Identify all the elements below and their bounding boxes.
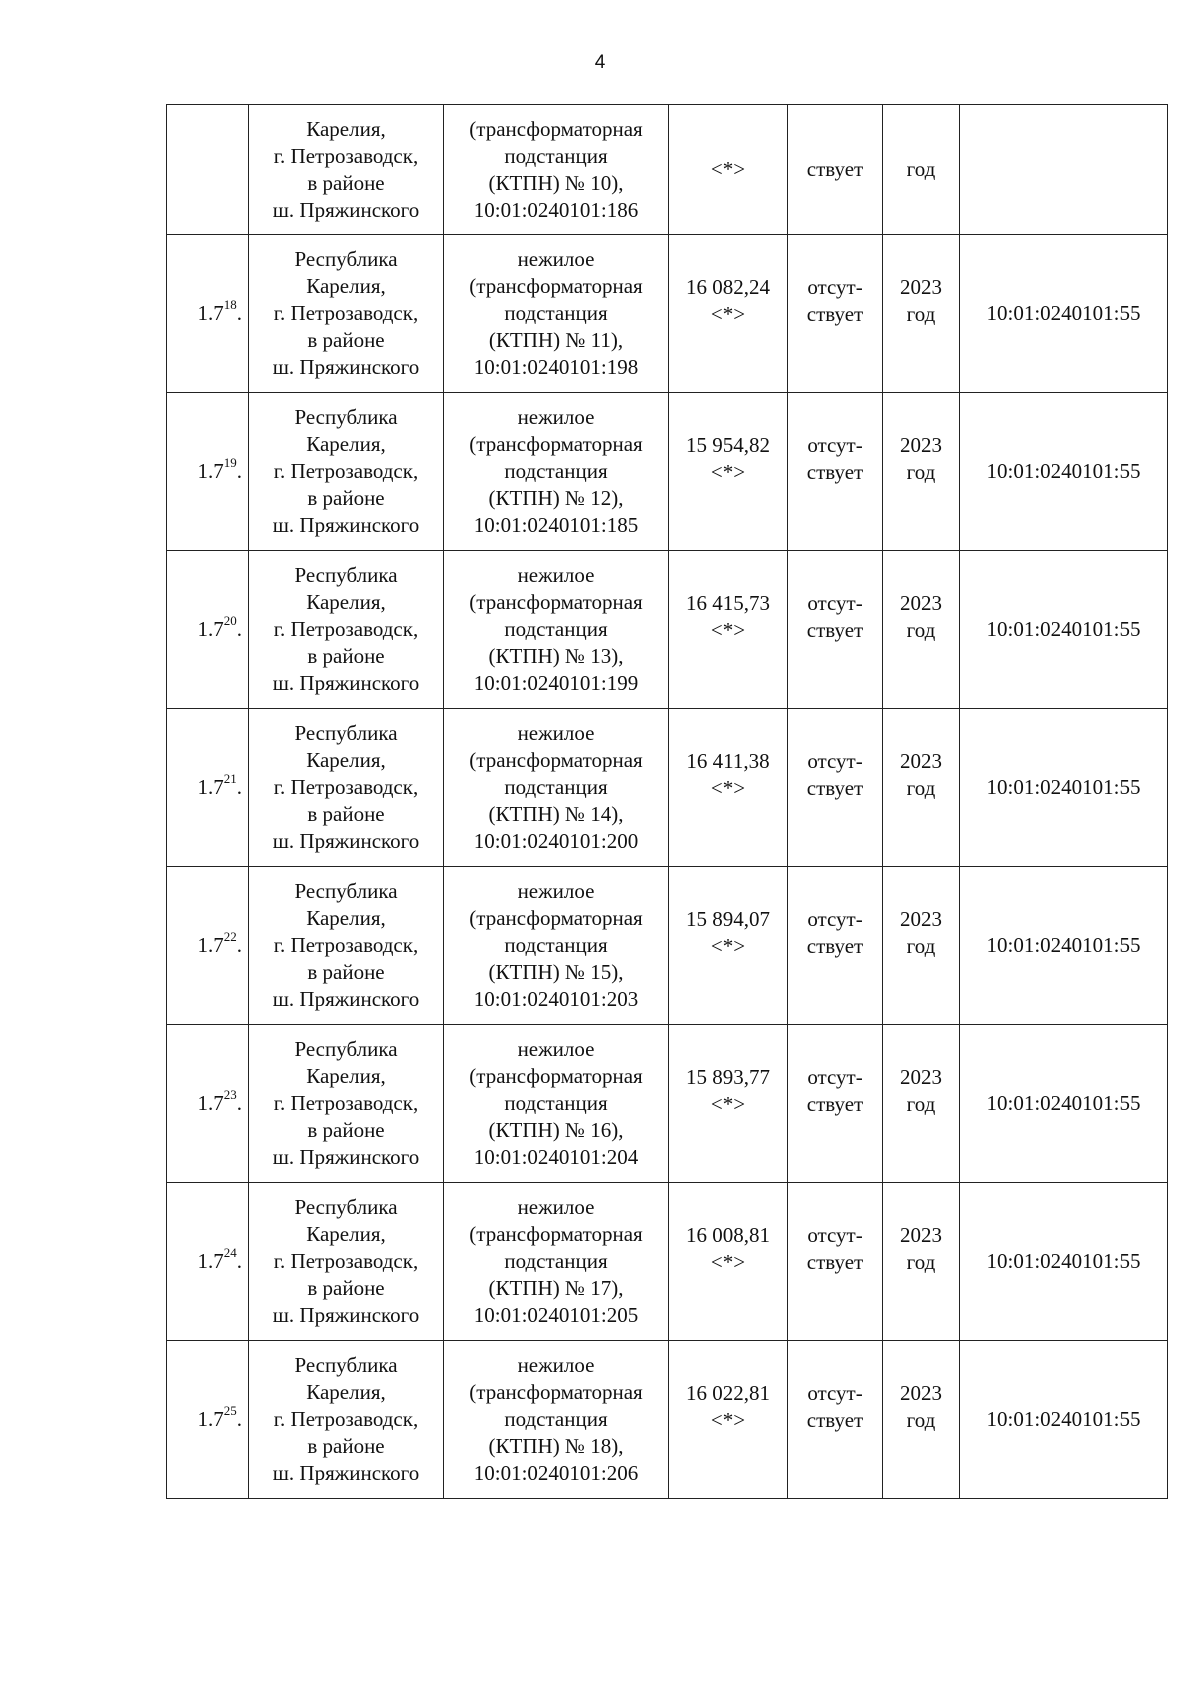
address-cell (249, 1183, 444, 1341)
address-line: Республика (294, 879, 398, 903)
address-line: Республика (294, 247, 398, 271)
description-line: нежилое (517, 1037, 595, 1061)
value-cell (669, 235, 788, 393)
encumbrance-text: ствует (806, 157, 864, 181)
description-line: подстанция (504, 459, 608, 483)
value-amount: 16 022,81 (686, 1380, 770, 1405)
row-number-suffix: . (236, 301, 242, 325)
encumbrance-cell (788, 235, 883, 393)
description-line: нежилое (517, 721, 595, 745)
description-line: (трансформаторная (469, 116, 643, 141)
value-amount: 15 954,82 (686, 432, 770, 457)
address-line: г. Петрозаводск, (273, 143, 419, 168)
value-cell (669, 1025, 788, 1183)
row-number-superscript: 20 (223, 613, 237, 628)
description-cell (444, 867, 669, 1025)
description-line: подстанция (504, 1407, 608, 1431)
row-number-cell (167, 105, 249, 235)
row-number-superscript: 18 (223, 297, 237, 312)
description-line: (КТПН) № 14), (488, 802, 624, 826)
description-line: подстанция (504, 775, 608, 799)
row-number-cell (167, 1341, 249, 1499)
encumbrance-line: отсут- (807, 748, 863, 773)
encumbrance-line: ствует (806, 301, 864, 326)
encumbrance-line: ствует (806, 1407, 864, 1432)
address-cell (249, 1341, 444, 1499)
row-number: 1.7 (197, 459, 224, 483)
table-row-continuation (167, 105, 1168, 235)
row-number: 1.7 (197, 933, 224, 957)
row-number-cell (167, 867, 249, 1025)
row-number-cell (167, 709, 249, 867)
encumbrance-block (791, 1064, 879, 1118)
address-cell (249, 105, 444, 235)
term-text: год (906, 157, 936, 181)
value-note: <*> (710, 775, 746, 800)
encumbrance-line: отсут- (807, 1064, 863, 1089)
address-line: в районе (307, 1434, 385, 1458)
table-row (167, 709, 1168, 867)
value-block (672, 1064, 784, 1118)
encumbrance-block (791, 748, 879, 802)
value-block (672, 906, 784, 960)
address-line: в районе (307, 1276, 385, 1300)
encumbrance-line: ствует (806, 617, 864, 642)
address-cell (249, 235, 444, 393)
encumbrance-block (791, 1222, 879, 1276)
encumbrance-cell (788, 105, 883, 235)
row-number: 1.7 (197, 1091, 224, 1115)
term-block (886, 274, 956, 328)
address-cell (249, 709, 444, 867)
description-line: (КТПН) № 12), (488, 486, 624, 510)
term-line: год (906, 1407, 936, 1432)
term-cell (883, 1341, 960, 1499)
row-number-superscript: 25 (223, 1403, 237, 1418)
row-number-cell (167, 393, 249, 551)
address-line: в районе (307, 802, 385, 826)
term-cell (883, 867, 960, 1025)
value-block (672, 590, 784, 644)
term-line: 2023 (900, 432, 942, 457)
address-line: г. Петрозаводск, (273, 1407, 419, 1431)
address-line: г. Петрозаводск, (273, 775, 419, 799)
address-line: Республика (294, 721, 398, 745)
description-line: (трансформаторная (469, 748, 643, 772)
encumbrance-line: ствует (806, 1091, 864, 1116)
term-cell (883, 1025, 960, 1183)
row-number-suffix: . (236, 459, 242, 483)
description-line: нежилое (517, 1353, 595, 1377)
table-row (167, 551, 1168, 709)
description-line: подстанция (504, 617, 608, 641)
encumbrance-cell (788, 867, 883, 1025)
value-amount: 16 082,24 (686, 274, 770, 299)
address-line: ш. Пряжинского (272, 197, 420, 222)
value-cell (669, 1341, 788, 1499)
term-line: год (906, 933, 936, 958)
description-line: (КТПН) № 16), (488, 1118, 624, 1142)
value-amount: 15 893,77 (686, 1064, 770, 1089)
description-line: подстанция (504, 1249, 608, 1273)
value-note: <*> (710, 617, 746, 642)
address-line: Карелия, (306, 748, 386, 772)
address-line: ш. Пряжинского (272, 1145, 420, 1169)
value-block (672, 748, 784, 802)
address-line: г. Петрозаводск, (273, 617, 419, 641)
address-line: г. Петрозаводск, (273, 1249, 419, 1273)
description-line: (трансформаторная (469, 1064, 643, 1088)
description-line: нежилое (517, 1195, 595, 1219)
table-row (167, 235, 1168, 393)
description-line: (КТПН) № 15), (488, 960, 624, 984)
description-line: (КТПН) № 11), (488, 328, 624, 352)
description-line: (КТПН) № 10), (488, 170, 624, 195)
encumbrance-line: отсут- (807, 906, 863, 931)
cadastral-number-cell: 10:01:0240101:55 (960, 709, 1168, 867)
description-cell (444, 551, 669, 709)
description-line: (трансформаторная (469, 906, 643, 930)
row-number-suffix: . (236, 1249, 242, 1273)
description-line: 10:01:0240101:203 (473, 987, 639, 1011)
row-number-cell (167, 235, 249, 393)
description-cell (444, 1183, 669, 1341)
row-number: 1.7 (197, 617, 224, 641)
term-block (886, 906, 956, 960)
description-line: нежилое (517, 247, 595, 271)
cadastral-number-cell: 10:01:0240101:55 (960, 867, 1168, 1025)
description-line: (трансформаторная (469, 432, 643, 456)
address-cell (249, 867, 444, 1025)
value-amount: 16 008,81 (686, 1222, 770, 1247)
cadastral-cell (960, 105, 1168, 235)
row-number-cell (167, 551, 249, 709)
value-cell (669, 1183, 788, 1341)
encumbrance-line: отсут- (807, 1380, 863, 1405)
encumbrance-line: отсут- (807, 1222, 863, 1247)
encumbrance-block (791, 906, 879, 960)
term-line: год (906, 301, 936, 326)
table-body (167, 105, 1168, 1499)
description-line: подстанция (504, 1091, 608, 1115)
row-number-cell (167, 1183, 249, 1341)
value-amount: 16 411,38 (686, 748, 770, 773)
value-cell (669, 105, 788, 235)
encumbrance-line: ствует (806, 775, 864, 800)
address-line: Республика (294, 405, 398, 429)
cadastral-number-cell: 10:01:0240101:55 (960, 551, 1168, 709)
description-line: (КТПН) № 13), (488, 644, 624, 668)
term-line: 2023 (900, 906, 942, 931)
description-cell (444, 709, 669, 867)
address-cell (249, 393, 444, 551)
encumbrance-cell (788, 709, 883, 867)
address-line: г. Петрозаводск, (273, 1091, 419, 1115)
cadastral-number-cell: 10:01:0240101:55 (960, 1025, 1168, 1183)
row-number-superscript: 19 (223, 455, 237, 470)
description-line: нежилое (517, 879, 595, 903)
table-row (167, 1341, 1168, 1499)
description-line: (КТПН) № 18), (488, 1434, 624, 1458)
description-line: 10:01:0240101:206 (473, 1461, 639, 1485)
address-cell (249, 1025, 444, 1183)
description-line: (КТПН) № 17), (488, 1276, 624, 1300)
term-block (886, 1064, 956, 1118)
address-line: г. Петрозаводск, (273, 301, 419, 325)
table-row (167, 1025, 1168, 1183)
description-cell (444, 235, 669, 393)
address-line: в районе (307, 960, 385, 984)
cadastral-number-cell: 10:01:0240101:55 (960, 1183, 1168, 1341)
term-cell (883, 393, 960, 551)
term-block (886, 1380, 956, 1434)
row-number: 1.7 (197, 775, 224, 799)
term-line: год (906, 459, 936, 484)
term-cell (883, 1183, 960, 1341)
encumbrance-line: ствует (806, 933, 864, 958)
description-line: подстанция (504, 143, 608, 168)
value-note: <*> (710, 1407, 746, 1432)
value-block (672, 1222, 784, 1276)
row-number-suffix: . (236, 933, 242, 957)
encumbrance-line: отсут- (807, 274, 863, 299)
value-block (672, 432, 784, 486)
address-line: в районе (307, 644, 385, 668)
address-line: Карелия, (306, 1064, 386, 1088)
row-number-suffix: . (236, 775, 242, 799)
address-line: Карелия, (306, 906, 386, 930)
address-line: Карелия, (306, 590, 386, 614)
term-cell (883, 235, 960, 393)
cadastral-number-cell: 10:01:0240101:55 (960, 235, 1168, 393)
value-cell (669, 709, 788, 867)
term-line: 2023 (900, 1380, 942, 1405)
encumbrance-block (791, 590, 879, 644)
description-line: 10:01:0240101:185 (473, 513, 639, 537)
term-line: год (906, 617, 936, 642)
description-line: подстанция (504, 933, 608, 957)
encumbrance-cell (788, 393, 883, 551)
value-cell (669, 551, 788, 709)
address-line: ш. Пряжинского (272, 513, 420, 537)
term-line: год (906, 1249, 936, 1274)
row-number-superscript: 21 (223, 771, 237, 786)
address-line: ш. Пряжинского (272, 829, 420, 853)
value-note: <*> (710, 1091, 746, 1116)
address-line: г. Петрозаводск, (273, 459, 419, 483)
description-line: 10:01:0240101:204 (473, 1145, 639, 1169)
value-block (672, 274, 784, 328)
encumbrance-cell (788, 1183, 883, 1341)
value-cell (669, 393, 788, 551)
description-line: (трансформаторная (469, 1380, 643, 1404)
row-number-suffix: . (236, 617, 242, 641)
term-line: 2023 (900, 748, 942, 773)
description-cell (444, 1025, 669, 1183)
address-line: Карелия, (306, 274, 386, 298)
term-block (886, 748, 956, 802)
encumbrance-line: отсут- (807, 432, 863, 457)
term-line: 2023 (900, 1064, 942, 1089)
term-block (886, 590, 956, 644)
value-cell (669, 867, 788, 1025)
description-line: (трансформаторная (469, 1222, 643, 1246)
encumbrance-cell (788, 551, 883, 709)
value-amount: 15 894,07 (686, 906, 770, 931)
address-line: Карелия, (306, 1380, 386, 1404)
address-line: Республика (294, 1037, 398, 1061)
address-line: Карелия, (306, 432, 386, 456)
encumbrance-cell (788, 1341, 883, 1499)
address-line: Республика (294, 1353, 398, 1377)
address-line: Республика (294, 1195, 398, 1219)
description-cell (444, 105, 669, 235)
address-line: Республика (294, 563, 398, 587)
term-block (886, 1222, 956, 1276)
encumbrance-cell (788, 1025, 883, 1183)
description-line: подстанция (504, 301, 608, 325)
description-line: (трансформаторная (469, 590, 643, 614)
row-number-superscript: 24 (223, 1245, 237, 1260)
description-line: 10:01:0240101:198 (473, 355, 639, 379)
description-line: 10:01:0240101:186 (473, 197, 639, 222)
encumbrance-block (791, 432, 879, 486)
term-cell (883, 709, 960, 867)
table-row (167, 393, 1168, 551)
row-number-suffix: . (236, 1407, 242, 1431)
page-number: 4 (594, 52, 606, 73)
term-cell (883, 551, 960, 709)
description-line: 10:01:0240101:199 (473, 671, 639, 695)
row-number-superscript: 22 (223, 929, 237, 944)
term-line: 2023 (900, 274, 942, 299)
term-line: год (906, 1091, 936, 1116)
row-number-cell (167, 1025, 249, 1183)
value-amount: 16 415,73 (686, 590, 770, 615)
description-cell (444, 393, 669, 551)
value-note: <*> (710, 933, 746, 958)
encumbrance-line: ствует (806, 459, 864, 484)
description-line: 10:01:0240101:205 (473, 1303, 639, 1327)
value-note: <*> (710, 459, 746, 484)
description-line: (трансформаторная (469, 274, 643, 298)
description-line: нежилое (517, 563, 595, 587)
address-line: в районе (307, 328, 385, 352)
description-line: нежилое (517, 405, 595, 429)
cadastral-number-cell: 10:01:0240101:55 (960, 393, 1168, 551)
row-number: 1.7 (197, 1249, 224, 1273)
row-number-suffix: . (236, 1091, 242, 1115)
address-line: ш. Пряжинского (272, 355, 420, 379)
property-register-table (166, 104, 1168, 1499)
description-cell (444, 1341, 669, 1499)
term-line: 2023 (900, 1222, 942, 1247)
value-note: <*> (710, 301, 746, 326)
value-block (672, 1380, 784, 1434)
value-note: <*> (710, 1249, 746, 1274)
cadastral-number-cell: 10:01:0240101:55 (960, 1341, 1168, 1499)
description-line: 10:01:0240101:200 (473, 829, 639, 853)
address-line: в районе (307, 486, 385, 510)
term-line: 2023 (900, 590, 942, 615)
address-line: Карелия, (306, 1222, 386, 1246)
address-line: ш. Пряжинского (272, 987, 420, 1011)
term-line: год (906, 775, 936, 800)
address-line: ш. Пряжинского (272, 1303, 420, 1327)
encumbrance-block (791, 274, 879, 328)
table-row (167, 1183, 1168, 1341)
encumbrance-block (791, 1380, 879, 1434)
address-line: в районе (307, 170, 385, 195)
address-line: ш. Пряжинского (272, 1461, 420, 1485)
encumbrance-line: ствует (806, 1249, 864, 1274)
term-cell (883, 105, 960, 235)
row-number: 1.7 (197, 301, 224, 325)
address-line: ш. Пряжинского (272, 671, 420, 695)
table-row (167, 867, 1168, 1025)
value-note: <*> (710, 157, 746, 181)
address-cell (249, 551, 444, 709)
row-number-superscript: 23 (223, 1087, 237, 1102)
address-line: в районе (307, 1118, 385, 1142)
address-line: Карелия, (306, 116, 386, 141)
encumbrance-line: отсут- (807, 590, 863, 615)
address-line: г. Петрозаводск, (273, 933, 419, 957)
row-number: 1.7 (197, 1407, 224, 1431)
term-block (886, 432, 956, 486)
